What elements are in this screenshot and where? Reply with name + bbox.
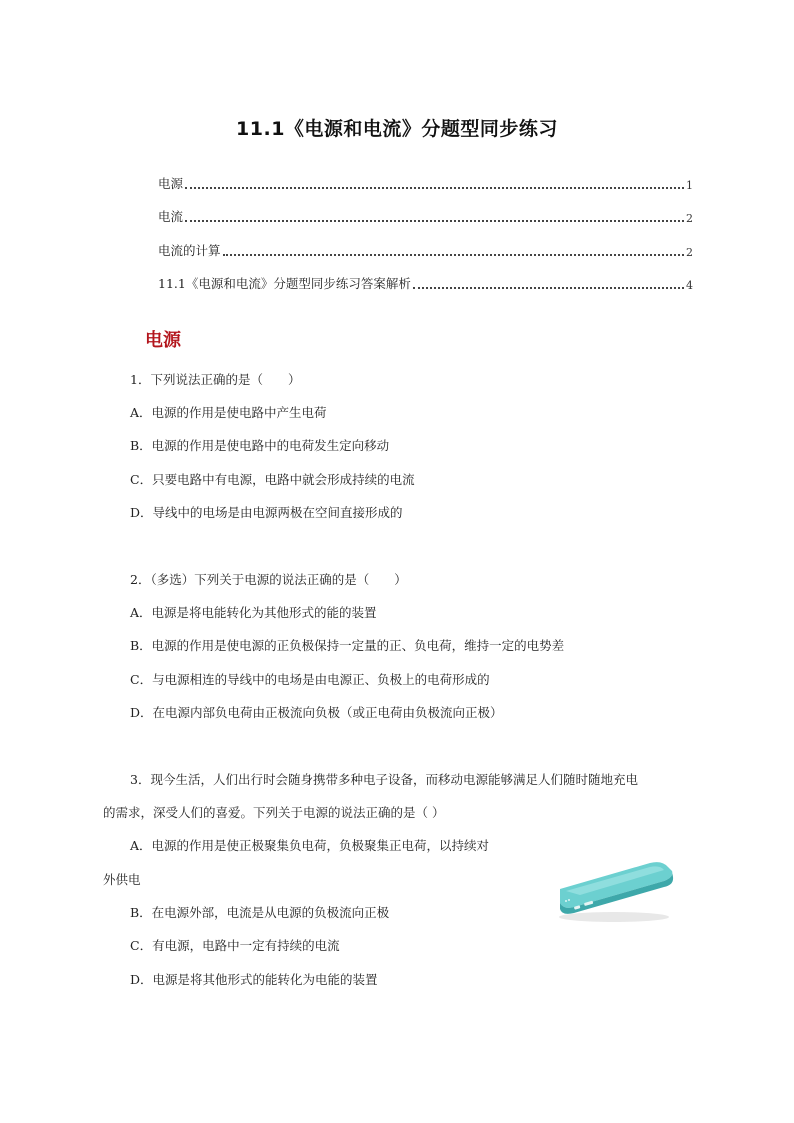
toc-leader-dots <box>185 220 684 222</box>
power-bank-icon <box>552 855 682 925</box>
toc-entry-label: 电源 <box>158 175 184 191</box>
toc-entry-label: 电流 <box>158 209 184 224</box>
question-3-option-b: B．在电源外部，电流是从电源的负极流向正极 <box>130 905 390 920</box>
question-3-option-d: D．电源是将其他形式的能转化为电能的装置 <box>130 972 378 987</box>
question-1-option-b: B．电源的作用是使电路中的电荷发生定向移动 <box>130 438 390 453</box>
question-2-option-c: C．与电源相连的导线中的电场是由电源正、负极上的电荷形成的 <box>130 672 490 687</box>
toc-leader-dots <box>223 254 684 256</box>
toc-entry-page: 2 <box>686 212 693 225</box>
toc-entry[interactable] <box>158 158 693 192</box>
question-1-option-d: D．导线中的电场是由电源两极在空间直接形成的 <box>130 505 403 520</box>
toc-entry-label: 11.1《电源和电流》分题型同步练习答案解析 <box>158 276 411 291</box>
toc-entry-page: 2 <box>686 245 693 259</box>
question-3-stem-line-2: 的需求，深受人们的喜爱。下列关于电源的说法正确的是（ ） <box>103 805 445 820</box>
toc-entry-label: 电流的计算 <box>158 242 221 258</box>
page-title: 11.1《电源和电流》分题型同步练习 <box>236 118 558 140</box>
question-3-option-a-cont: 外供电 <box>103 872 141 887</box>
question-2-stem: 2．（多选）下列关于电源的说法正确的是（ ） <box>130 572 407 587</box>
question-3-stem-line-1: 3．现今生活，人们出行时会随身携带多种电子设备，而移动电源能够满足人们随时随地充电 <box>130 772 638 787</box>
toc-entry[interactable] <box>158 259 693 293</box>
toc-entry-page: 1 <box>686 178 693 192</box>
toc-entry-page: 4 <box>686 279 693 292</box>
question-2-option-b: B．电源的作用是使电源的正负极保持一定量的正、负电荷，维持一定的电势差 <box>130 638 565 653</box>
question-3-option-c: C．有电源，电路中一定有持续的电流 <box>130 938 340 953</box>
question-2-option-d: D．在电源内部负电荷由正极流向负极（或正电荷由负极流向正极） <box>130 705 503 720</box>
section-heading: 电源 <box>145 330 181 351</box>
toc-entry[interactable] <box>158 225 693 259</box>
question-1-option-c: C．只要电路中有电源，电路中就会形成持续的电流 <box>130 472 415 487</box>
question-3-option-a: A．电源的作用是使正极聚集负电荷，负极聚集正电荷，以持续对 <box>130 838 490 853</box>
toc-leader-dots <box>185 187 684 189</box>
toc-leader-dots <box>413 287 684 289</box>
question-2-option-a: A．电源是将电能转化为其他形式的能的装置 <box>130 605 377 620</box>
table-of-contents <box>158 158 693 292</box>
question-1-option-a: A．电源的作用是使电路中产生电荷 <box>130 405 327 420</box>
toc-entry[interactable] <box>158 192 693 226</box>
question-1-stem: 1．下列说法正确的是（ ） <box>130 372 301 387</box>
